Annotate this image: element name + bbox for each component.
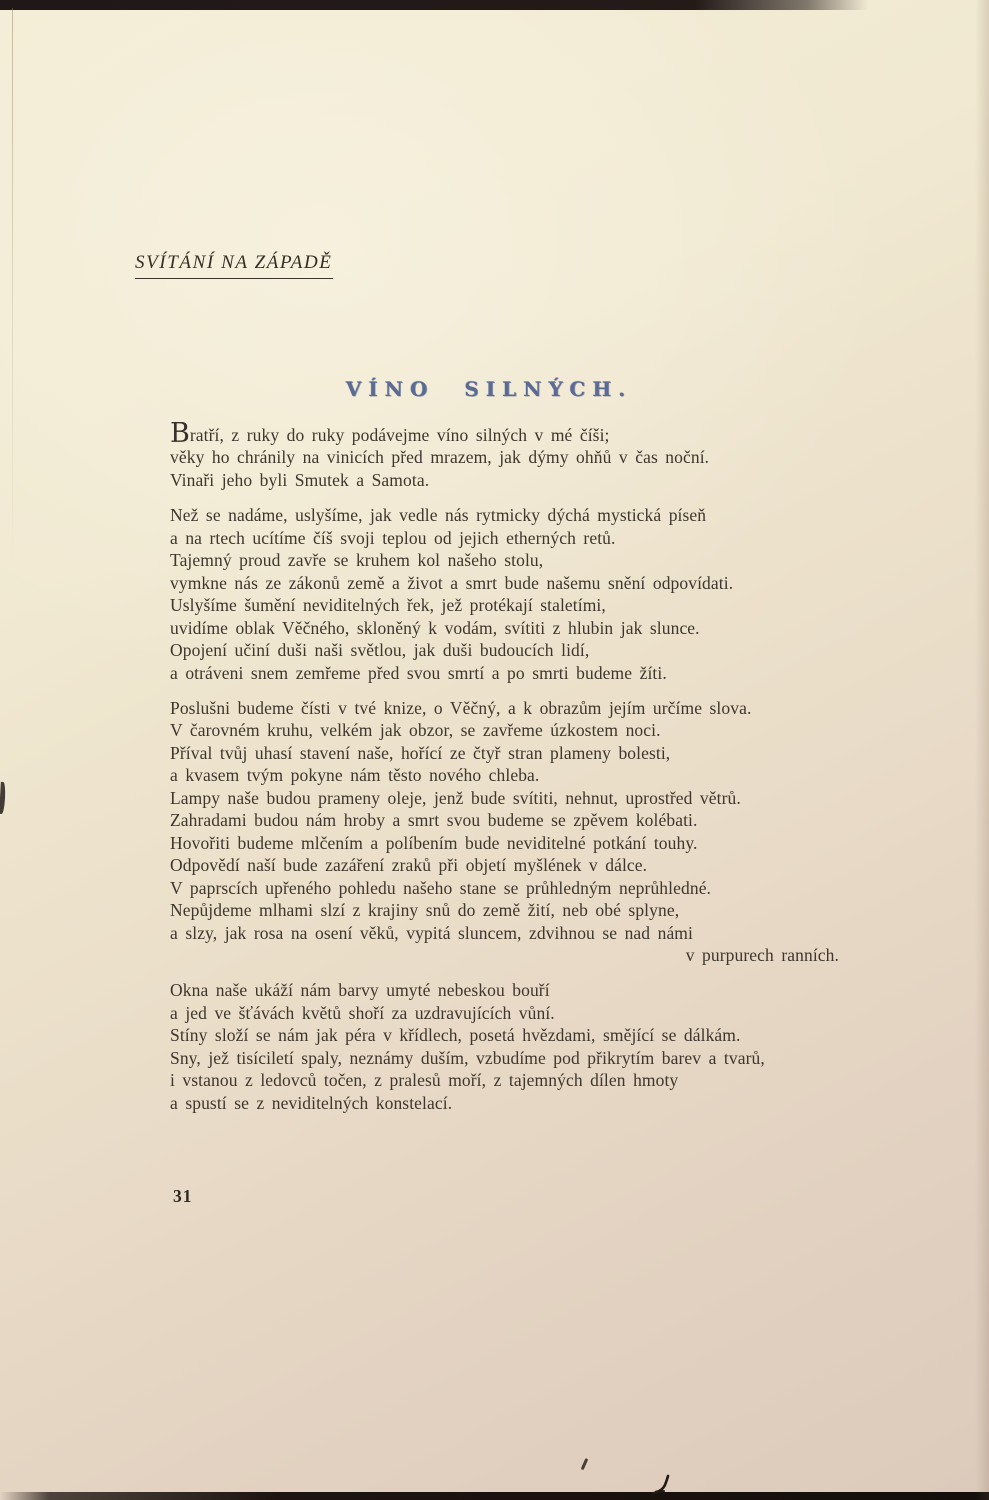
poem-line: Stíny složí se nám jak péra v křídlech, posetá hvězdami, smějící se dálkám. [170,1025,741,1046]
page-number: 31 [173,1186,193,1206]
poem-line: a slzy, jak rosa na osení věků, vypitá sluncem, zdvihnou se nad námi [170,922,693,943]
poem-line: Hovořiti budeme mlčením a políbením bude neviditelné potkání touhy. [170,832,698,853]
poem-line: a jed ve šťávách květů shoří za uzdravujících vůní. [170,1002,555,1023]
drop-cap-initial: B [170,418,190,449]
poem-line: Opojení učiní duši naši světlou, jak duši budoucích lidí, [170,640,590,661]
poem-line: Odpovědí naší bude zazáření zraků při objetí myšlének v dálce. [170,855,648,876]
smudge-mark [0,782,6,814]
poem-line: Uslyšíme šumění neviditelných řek, jež protékají staletími, [170,595,606,616]
page-right-shadow [975,0,989,1500]
poem-line: v purpurech ranních. [685,944,839,965]
poem-line: Příval tvůj uhasí stavení naše, hořící ze čtyř stran plameny bolesti, [170,742,671,763]
poem-line: V paprscích upřeného pohledu našeho stane se průhledným neprůhledné. [170,877,712,898]
check-smudge-mark [652,1472,682,1499]
poem-line-text: ratří, z ruky do ruky podávejme víno silných v mé číši; [189,425,610,445]
poem [170,418,865,1114]
poem-line: Poslušni budeme čísti v tvé knize, o Věčný, a k obrazům jejím určíme slova. [170,697,752,718]
poem-line: i vstanou z ledovců točen, z pralesů moří, z tajemných dílen hmoty [170,1070,679,1091]
poem-line: V čarovném kruhu, velkém jak obzor, se zavřeme úzkostem noci. [170,720,661,741]
poem-line [170,418,865,449]
poem-line: Vinaři jeho byli Smutek a Samota. [170,469,430,490]
poem-line: Nepůjdeme mlhami slzí z krajiny snů do země žití, neb obé splyne, [170,900,680,921]
poem-line: a otráveni snem zemřeme před svou smrtí a po smrti budeme žíti. [170,662,667,683]
photo-bottom-edge [0,1492,989,1500]
poem-line: Lampy naše budou prameny oleje, jenž bude svítiti, nehnut, uprostřed větrů. [170,787,741,808]
poem-line: Zahradami budou nám hroby a smrt svou budeme se zpěvem kolébati. [170,810,698,831]
stanza [170,418,865,491]
poem-line: a kvasem tvým pokyne nám těsto nového chleba. [170,765,540,786]
stanza [170,697,865,966]
poem-line: vymkne nás ze zákonů země a život a smrt bude našemu snění odpovídati. [170,572,734,593]
poem-line: věky ho chránily na vinicích před mrazem, jak dýmy ohňů v čas noční. [170,447,710,468]
page-fold-line [12,8,13,568]
running-header: SVÍTÁNÍ NA ZÁPADĚ [135,252,333,279]
poem-line: a spustí se z neviditelných konstelací. [170,1092,453,1113]
photo-top-edge [0,0,868,10]
poem-line: uvidíme oblak Věčného, skloněný k vodám, svítiti z hlubin jak slunce. [170,617,700,638]
poem-line: Než se nadáme, uslyšíme, jak vedle nás rytmicky dýchá mystická píseň [170,505,707,526]
poem-line: Sny, jež tisíciletí spaly, neznámy duším, vzbudíme pod přikrytím barev a tvarů, [170,1047,765,1068]
stanza [170,979,865,1114]
stanza [170,504,865,684]
poem-title: VÍNO SILNÝCH. [345,377,633,401]
smudge-mark [581,1458,588,1470]
poem-line: Okna naše ukáží nám barvy umyté nebeskou bouří [170,980,550,1001]
poem-line: Tajemný proud zavře se kruhem kol našeho stolu, [170,550,544,571]
poem-line: a na rtech ucítíme číš svoji teplou od jejich etherných retů. [170,527,616,548]
